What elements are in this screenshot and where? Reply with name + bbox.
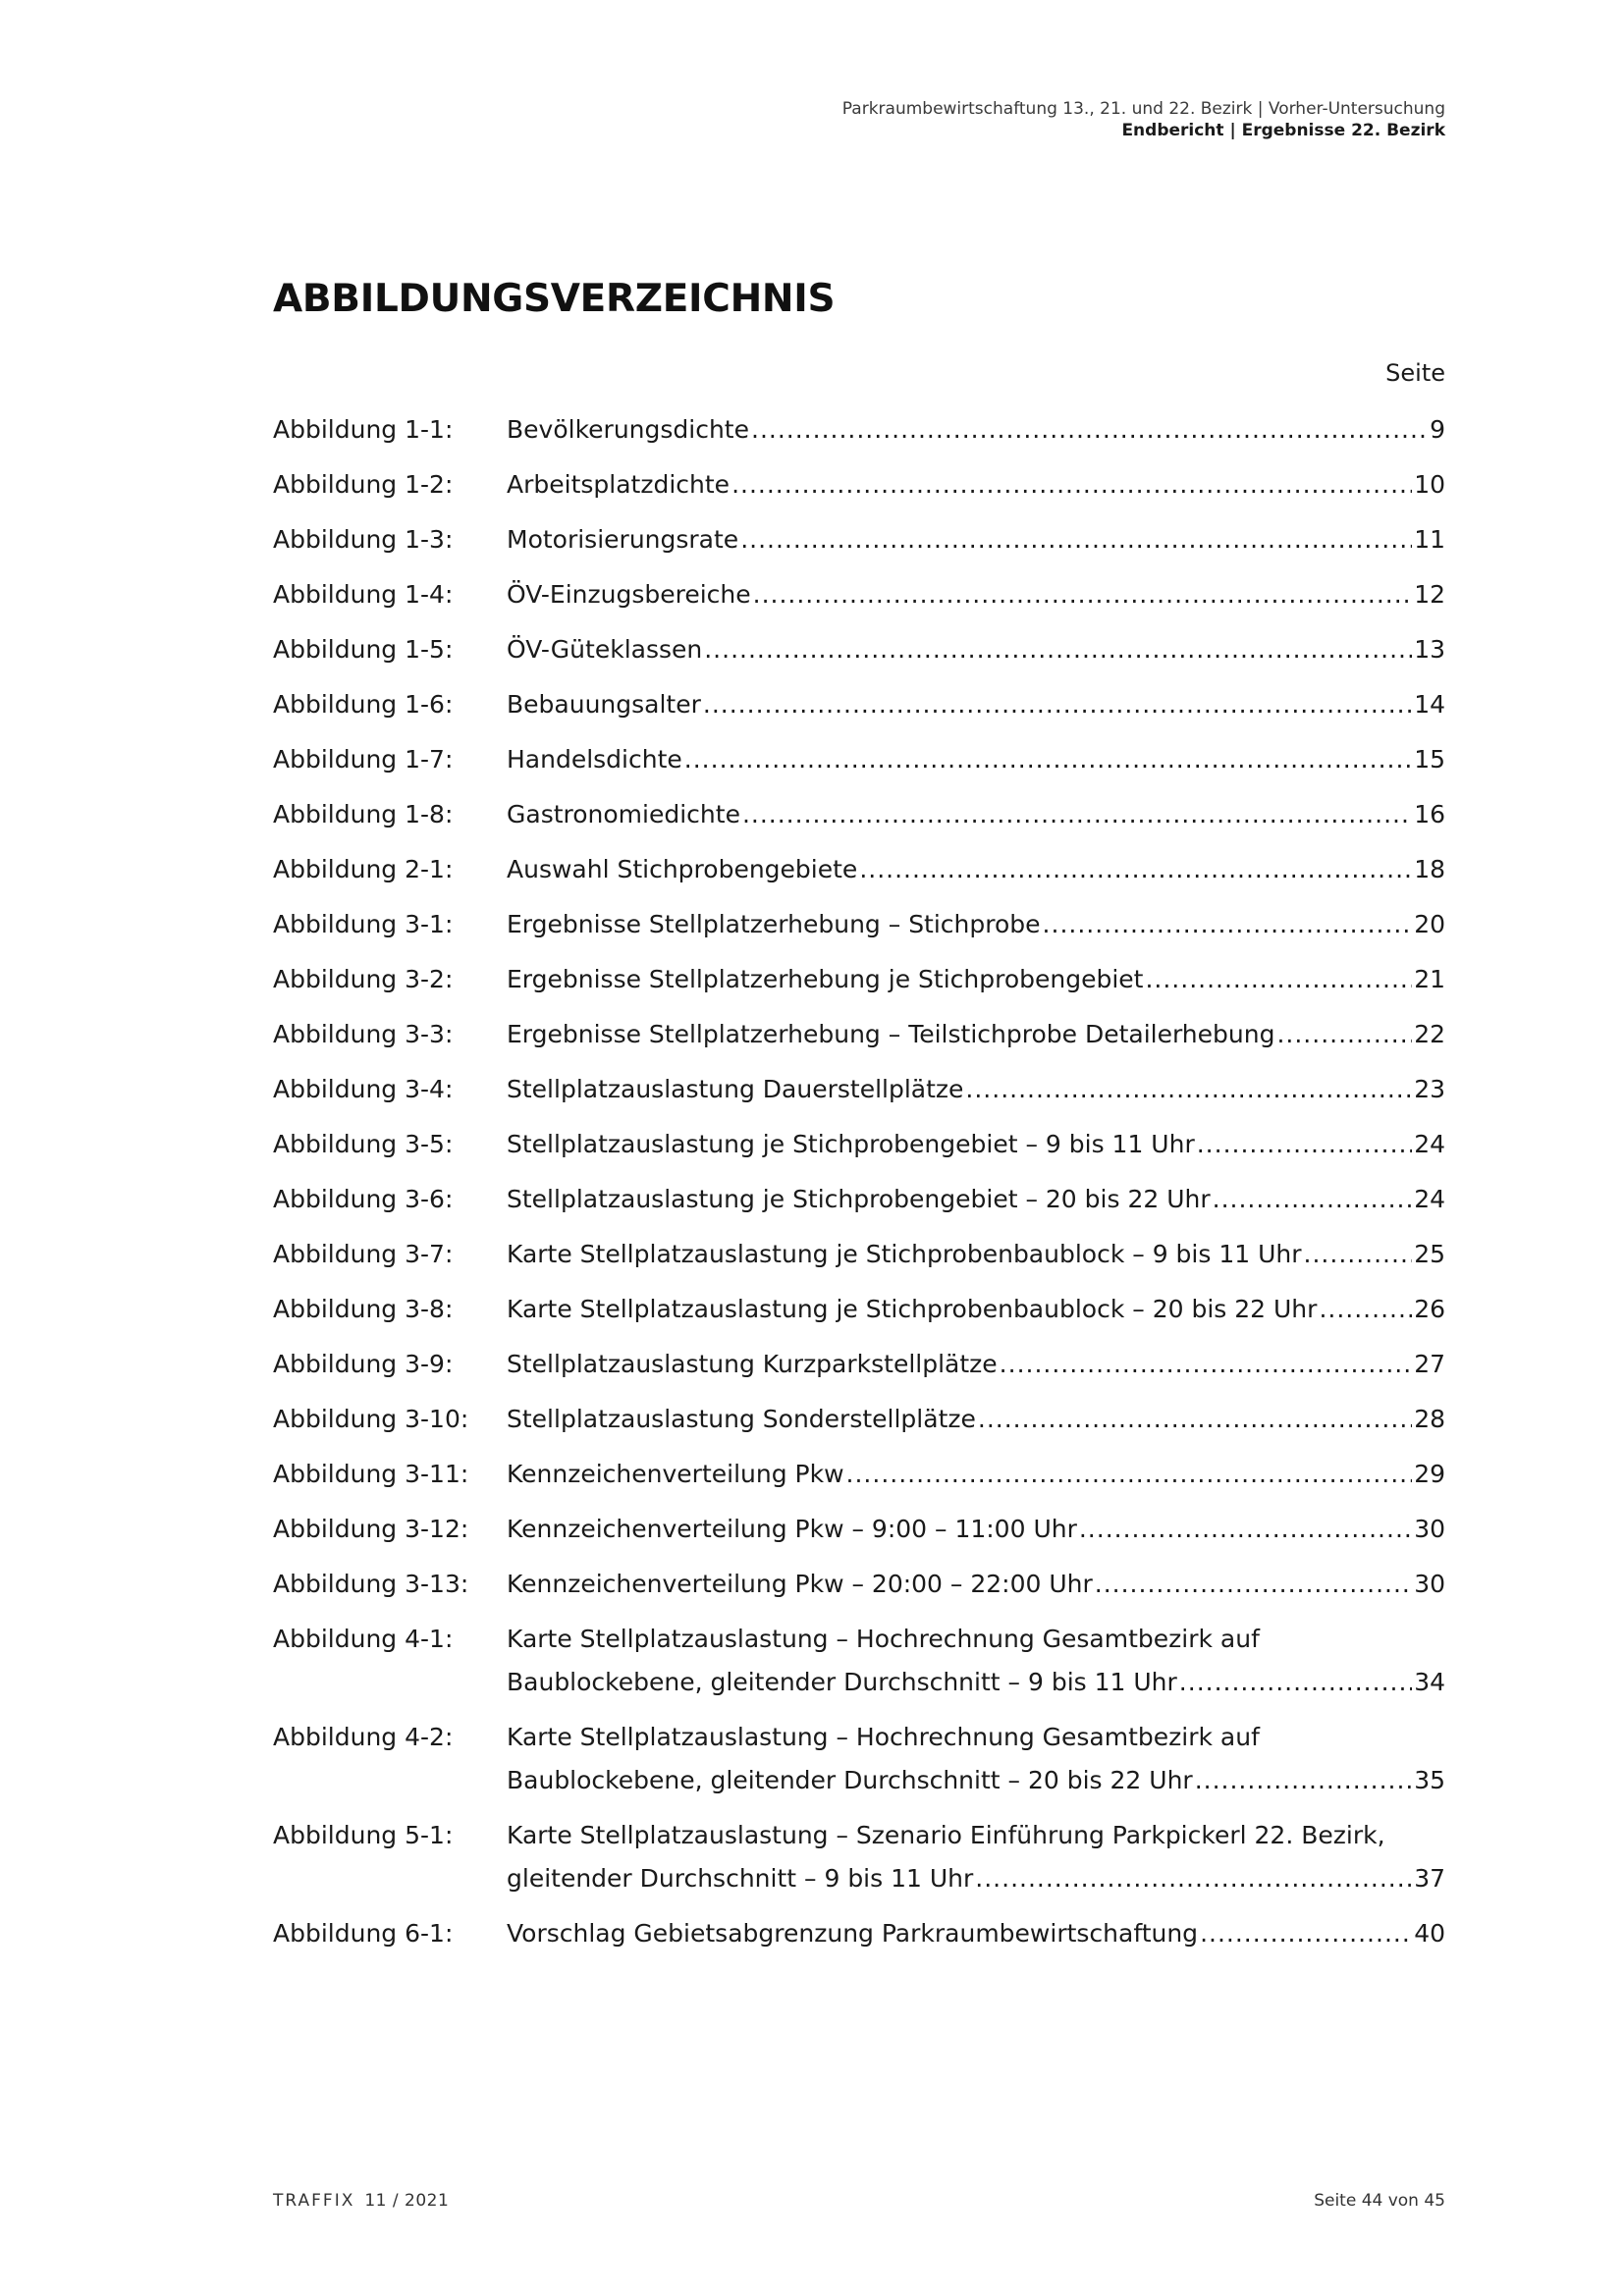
footer-company: TRAFFIX bbox=[273, 2191, 355, 2211]
toc-entry-line bbox=[507, 793, 1445, 836]
toc-entry[interactable] bbox=[273, 848, 1445, 891]
toc-entry-title: ÖV-Einzugsbereiche bbox=[507, 580, 751, 609]
toc-entry-body bbox=[507, 1398, 1445, 1441]
toc-entry[interactable] bbox=[273, 958, 1445, 1001]
toc-entry-label: Abbildung 4-2: bbox=[273, 1723, 454, 1751]
toc-entry-page: 24 bbox=[1414, 1130, 1445, 1158]
toc-entry-label: Abbildung 1-1: bbox=[273, 415, 454, 444]
toc-entry-label: Abbildung 3-1: bbox=[273, 910, 454, 938]
toc-entry-line bbox=[507, 1288, 1445, 1331]
toc-entry-title: Bevölkerungsdichte bbox=[507, 415, 749, 444]
toc-entry-title: Stellplatzauslastung Dauerstellplätze bbox=[507, 1075, 964, 1103]
toc-entry-label: Abbildung 3-5: bbox=[273, 1130, 454, 1158]
toc-entry-label: Abbildung 1-3: bbox=[273, 525, 454, 554]
toc-entry-line bbox=[507, 1068, 1445, 1111]
toc-entry[interactable] bbox=[273, 1233, 1445, 1276]
toc-dot-leader bbox=[1213, 1178, 1413, 1221]
toc-entry-title: Karte Stellplatzauslastung – Hochrechnung Gesamtbezirk auf bbox=[507, 1723, 1260, 1751]
toc-entry-body bbox=[507, 1716, 1445, 1802]
toc-dot-leader bbox=[1319, 1288, 1412, 1331]
toc-entry-label: Abbildung 1-7: bbox=[273, 745, 454, 774]
toc-entry[interactable] bbox=[273, 1814, 1445, 1900]
toc-entry-page: 27 bbox=[1414, 1350, 1445, 1378]
toc-entry-body bbox=[507, 628, 1445, 671]
toc-entry-label: Abbildung 3-9: bbox=[273, 1350, 454, 1378]
toc-dot-leader bbox=[731, 463, 1412, 507]
toc-entry-label: Abbildung 3-11: bbox=[273, 1460, 469, 1488]
toc-dot-leader bbox=[742, 793, 1412, 836]
toc-entry-line bbox=[507, 958, 1445, 1001]
toc-dot-leader bbox=[1145, 958, 1412, 1001]
toc-entry-body bbox=[507, 1912, 1445, 1955]
toc-entry-page: 40 bbox=[1414, 1919, 1445, 1948]
toc-entry-label: Abbildung 1-4: bbox=[273, 580, 454, 609]
toc-entry-title: Arbeitsplatzdichte bbox=[507, 470, 731, 499]
toc-entry-page: 11 bbox=[1414, 525, 1445, 554]
toc-entry-page: 14 bbox=[1414, 690, 1445, 719]
toc-dot-leader bbox=[1200, 1912, 1412, 1955]
toc-entry-label: Abbildung 3-8: bbox=[273, 1295, 454, 1323]
toc-dot-leader bbox=[751, 408, 1428, 452]
toc-entry-title: Stellplatzauslastung Kurzparkstellplätze bbox=[507, 1350, 998, 1378]
toc-entry-line bbox=[507, 1178, 1445, 1221]
toc-entry-line bbox=[507, 463, 1445, 507]
toc-entry-page: 26 bbox=[1414, 1295, 1445, 1323]
toc-entry-page: 15 bbox=[1414, 745, 1445, 774]
toc-entry-title: Baublockebene, gleitender Durchschnitt – 9 bis 11 Uhr bbox=[507, 1668, 1177, 1696]
toc-entry-title: ÖV-Güteklassen bbox=[507, 635, 703, 664]
toc-entry-body bbox=[507, 1814, 1445, 1900]
toc-entry[interactable] bbox=[273, 793, 1445, 836]
toc-entry[interactable] bbox=[273, 1563, 1445, 1606]
toc-entry-page: 23 bbox=[1414, 1075, 1445, 1103]
toc-entry-title: Kennzeichenverteilung Pkw – 20:00 – 22:00 Uhr bbox=[507, 1570, 1093, 1598]
toc-entry-page: 30 bbox=[1414, 1570, 1445, 1598]
toc-entry-page: 22 bbox=[1414, 1020, 1445, 1048]
toc-dot-leader bbox=[1197, 1123, 1412, 1166]
toc-entry-title: Gastronomiedichte bbox=[507, 800, 740, 828]
toc-entry[interactable] bbox=[273, 1618, 1445, 1704]
toc-entry-title: Stellplatzauslastung Sonderstellplätze bbox=[507, 1405, 976, 1433]
toc-entry[interactable] bbox=[273, 1288, 1445, 1331]
toc-entry-body bbox=[507, 958, 1445, 1001]
toc-dot-leader bbox=[1304, 1233, 1413, 1276]
toc-entry-line bbox=[507, 1343, 1445, 1386]
toc-entry-page: 13 bbox=[1414, 635, 1445, 664]
header-line-1: Parkraumbewirtschaftung 13., 21. und 22. Bezirk | Vorher-Untersuchung bbox=[841, 99, 1445, 119]
toc-dot-leader bbox=[1095, 1563, 1412, 1606]
toc-entry[interactable] bbox=[273, 573, 1445, 616]
toc-entry-body bbox=[507, 848, 1445, 891]
toc-entry-line bbox=[507, 1759, 1445, 1802]
toc-entry-page: 16 bbox=[1414, 800, 1445, 828]
toc-entry-label: Abbildung 1-5: bbox=[273, 635, 454, 664]
toc-entry-label: Abbildung 3-7: bbox=[273, 1240, 454, 1268]
toc-entry-body bbox=[507, 683, 1445, 726]
toc-entry-label: Abbildung 1-2: bbox=[273, 470, 454, 499]
toc-entry-page: 30 bbox=[1414, 1515, 1445, 1543]
toc-entry-line bbox=[507, 683, 1445, 726]
toc-entry-title: Vorschlag Gebietsabgrenzung Parkraumbewirtschaftung bbox=[507, 1919, 1199, 1948]
toc-entry-line bbox=[507, 1857, 1445, 1900]
toc-dot-leader bbox=[965, 1068, 1412, 1111]
toc-dot-leader bbox=[704, 628, 1412, 671]
toc-entry[interactable] bbox=[273, 408, 1445, 452]
toc-entry-label: Abbildung 1-6: bbox=[273, 690, 454, 719]
toc-entry-label: Abbildung 6-1: bbox=[273, 1919, 454, 1948]
toc-entry-title: Baublockebene, gleitender Durchschnitt – 20 bis 22 Uhr bbox=[507, 1766, 1193, 1794]
toc-entry-title: Motorisierungsrate bbox=[507, 525, 739, 554]
toc-entry-label: Abbildung 3-6: bbox=[273, 1185, 454, 1213]
toc-entry-title: Auswahl Stichprobengebiete bbox=[507, 855, 858, 883]
toc-entry[interactable] bbox=[273, 1453, 1445, 1496]
toc-entry-body bbox=[507, 1453, 1445, 1496]
toc-entry[interactable] bbox=[273, 1912, 1445, 1955]
toc-entry-body bbox=[507, 1508, 1445, 1551]
toc-entry-body bbox=[507, 1178, 1445, 1221]
toc-entry[interactable] bbox=[273, 1068, 1445, 1111]
toc-entry-title: Stellplatzauslastung je Stichprobengebiet – 9 bis 11 Uhr bbox=[507, 1130, 1195, 1158]
toc-entry-page: 18 bbox=[1414, 855, 1445, 883]
toc-entry-body bbox=[507, 1123, 1445, 1166]
toc-entry[interactable] bbox=[273, 518, 1445, 561]
toc-entry-page: 37 bbox=[1414, 1864, 1445, 1893]
toc-entry-body bbox=[507, 518, 1445, 561]
toc-entry-body bbox=[507, 573, 1445, 616]
toc-entry-title: Stellplatzauslastung je Stichprobengebiet – 20 bis 22 Uhr bbox=[507, 1185, 1211, 1213]
page-title: ABBILDUNGSVERZEICHNIS bbox=[273, 277, 836, 321]
toc-dot-leader bbox=[740, 518, 1412, 561]
toc-entry-body bbox=[507, 1068, 1445, 1111]
toc-entry-line bbox=[507, 1661, 1445, 1704]
toc-entry[interactable] bbox=[273, 738, 1445, 781]
toc-entry-page: 21 bbox=[1414, 965, 1445, 993]
toc-entry-line bbox=[507, 903, 1445, 946]
toc-entry[interactable] bbox=[273, 1716, 1445, 1802]
toc-entry-page: 34 bbox=[1414, 1668, 1445, 1696]
toc-entry-label: Abbildung 3-3: bbox=[273, 1020, 454, 1048]
toc-entry-label: Abbildung 1-8: bbox=[273, 800, 454, 828]
toc-entry-line bbox=[507, 518, 1445, 561]
toc-entry-title: Karte Stellplatzauslastung – Hochrechnung Gesamtbezirk auf bbox=[507, 1625, 1260, 1653]
toc-dot-leader bbox=[1000, 1343, 1413, 1386]
toc-entry[interactable] bbox=[273, 1123, 1445, 1166]
footer-left bbox=[273, 2191, 449, 2211]
toc-entry-body bbox=[507, 1233, 1445, 1276]
toc-dot-leader bbox=[1079, 1508, 1412, 1551]
toc-entry-page: 12 bbox=[1414, 580, 1445, 609]
toc-entry-page: 24 bbox=[1414, 1185, 1445, 1213]
toc-entry-line bbox=[507, 848, 1445, 891]
toc-entry[interactable] bbox=[273, 1178, 1445, 1221]
toc-entry-title: Kennzeichenverteilung Pkw bbox=[507, 1460, 844, 1488]
toc-entry-page: 29 bbox=[1414, 1460, 1445, 1488]
toc-entry-page: 9 bbox=[1430, 415, 1445, 444]
footer-page-info: Seite 44 von 45 bbox=[1314, 2191, 1445, 2211]
header-line-2: Endbericht | Ergebnisse 22. Bezirk bbox=[1121, 121, 1445, 140]
toc-entry[interactable] bbox=[273, 628, 1445, 671]
toc-dot-leader bbox=[1276, 1013, 1412, 1056]
toc-entry-body bbox=[507, 1013, 1445, 1056]
toc-entry-label: Abbildung 3-13: bbox=[273, 1570, 469, 1598]
toc-entry-line bbox=[507, 1912, 1445, 1955]
toc-entry-label: Abbildung 3-10: bbox=[273, 1405, 469, 1433]
toc-entry-body bbox=[507, 1288, 1445, 1331]
toc-entry-line bbox=[507, 1563, 1445, 1606]
toc-entry-line bbox=[507, 1013, 1445, 1056]
toc-dot-leader bbox=[753, 573, 1413, 616]
toc-entry-line bbox=[507, 1508, 1445, 1551]
toc-dot-leader bbox=[703, 683, 1412, 726]
toc-entry-body bbox=[507, 793, 1445, 836]
toc-entry-title: Karte Stellplatzauslastung je Stichprobenbaublock – 9 bis 11 Uhr bbox=[507, 1240, 1302, 1268]
toc-entry[interactable] bbox=[273, 1013, 1445, 1056]
toc-entry-line bbox=[507, 628, 1445, 671]
toc-entry-title: gleitender Durchschnitt – 9 bis 11 Uhr bbox=[507, 1864, 974, 1893]
toc-entry-line bbox=[507, 573, 1445, 616]
toc-dot-leader bbox=[684, 738, 1412, 781]
toc-entry-title: Ergebnisse Stellplatzerhebung je Stichprobengebiet bbox=[507, 965, 1144, 993]
toc-entry-body bbox=[507, 408, 1445, 452]
toc-entry-line bbox=[507, 1453, 1445, 1496]
toc-entry-line bbox=[507, 1814, 1445, 1857]
figure-list bbox=[273, 408, 1445, 1967]
toc-entry-label: Abbildung 3-4: bbox=[273, 1075, 454, 1103]
toc-entry[interactable] bbox=[273, 903, 1445, 946]
toc-entry-body bbox=[507, 903, 1445, 946]
toc-entry-label: Abbildung 3-12: bbox=[273, 1515, 469, 1543]
toc-entry-label: Abbildung 5-1: bbox=[273, 1821, 454, 1849]
toc-entry-title: Karte Stellplatzauslastung – Szenario Einführung Parkpickerl 22. Bezirk, bbox=[507, 1821, 1385, 1849]
toc-entry-label: Abbildung 2-1: bbox=[273, 855, 454, 883]
toc-entry-title: Bebauungsalter bbox=[507, 690, 701, 719]
toc-entry[interactable] bbox=[273, 1343, 1445, 1386]
toc-dot-leader bbox=[978, 1398, 1412, 1441]
toc-entry[interactable] bbox=[273, 1398, 1445, 1441]
page-header bbox=[842, 98, 1445, 141]
toc-entry-line bbox=[507, 1123, 1445, 1166]
toc-entry-line bbox=[507, 1716, 1445, 1759]
toc-entry-page: 25 bbox=[1414, 1240, 1445, 1268]
toc-dot-leader bbox=[859, 848, 1412, 891]
toc-entry-line bbox=[507, 408, 1445, 452]
toc-entry-page: 28 bbox=[1414, 1405, 1445, 1433]
toc-entry-page: 20 bbox=[1414, 910, 1445, 938]
toc-entry-label: Abbildung 4-1: bbox=[273, 1625, 454, 1653]
toc-dot-leader bbox=[975, 1857, 1412, 1900]
toc-entry-body bbox=[507, 1563, 1445, 1606]
toc-entry-title: Handelsdichte bbox=[507, 745, 682, 774]
toc-entry-line bbox=[507, 1398, 1445, 1441]
toc-dot-leader bbox=[1179, 1661, 1412, 1704]
toc-entry-body bbox=[507, 463, 1445, 507]
toc-dot-leader bbox=[1195, 1759, 1412, 1802]
toc-entry[interactable] bbox=[273, 683, 1445, 726]
toc-entry-title: Ergebnisse Stellplatzerhebung – Stichprobe bbox=[507, 910, 1041, 938]
toc-dot-leader bbox=[1043, 903, 1413, 946]
toc-entry-body bbox=[507, 1618, 1445, 1704]
toc-entry-page: 35 bbox=[1414, 1766, 1445, 1794]
toc-dot-leader bbox=[846, 1453, 1413, 1496]
toc-entry-label: Abbildung 3-2: bbox=[273, 965, 454, 993]
toc-entry-line bbox=[507, 1618, 1445, 1661]
toc-entry[interactable] bbox=[273, 1508, 1445, 1551]
toc-entry-title: Kennzeichenverteilung Pkw – 9:00 – 11:00 Uhr bbox=[507, 1515, 1077, 1543]
toc-entry-body bbox=[507, 738, 1445, 781]
toc-entry[interactable] bbox=[273, 463, 1445, 507]
toc-entry-line bbox=[507, 738, 1445, 781]
toc-entry-line bbox=[507, 1233, 1445, 1276]
toc-entry-body bbox=[507, 1343, 1445, 1386]
toc-entry-title: Karte Stellplatzauslastung je Stichprobenbaublock – 20 bis 22 Uhr bbox=[507, 1295, 1318, 1323]
toc-entry-page: 10 bbox=[1414, 470, 1445, 499]
toc-entry-title: Ergebnisse Stellplatzerhebung – Teilstichprobe Detailerhebung bbox=[507, 1020, 1275, 1048]
footer-date: 11 / 2021 bbox=[364, 2191, 450, 2211]
page-column-label: Seite bbox=[1385, 359, 1445, 387]
